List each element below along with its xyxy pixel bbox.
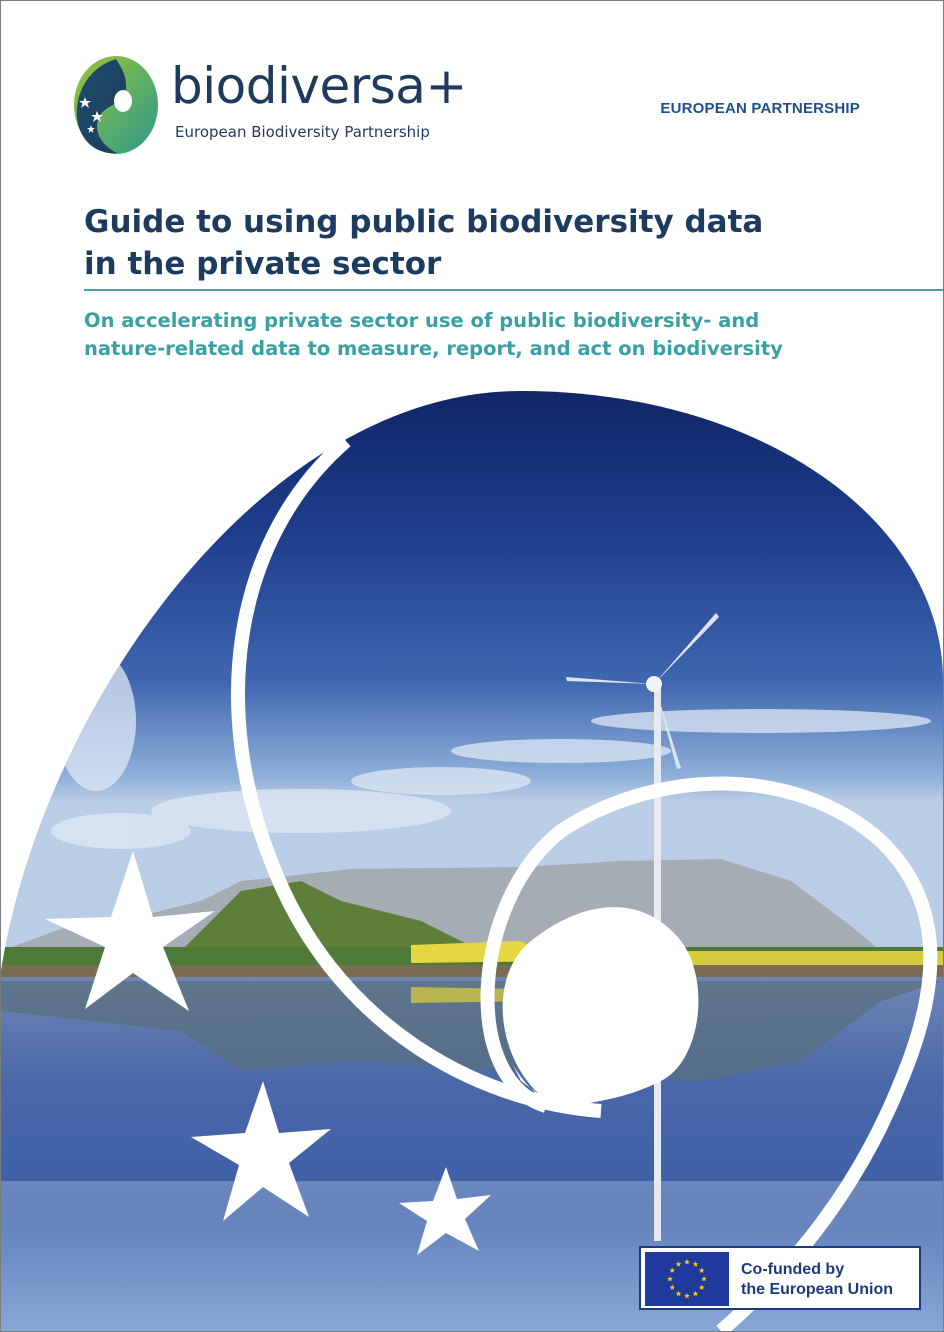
eu-funding-badge: [639, 1246, 921, 1310]
eu-funding-line-2: the European Union: [741, 1281, 893, 1298]
eu-flag-icon: [645, 1252, 729, 1306]
cover-illustration: [1, 381, 943, 1331]
landscape-photo: [1, 381, 943, 1331]
page-title: [84, 201, 864, 285]
subtitle-line-2: nature-related data to measure, report, and act on biodiversity: [84, 337, 783, 360]
title-line-2: in the private sector: [84, 246, 442, 282]
eu-funding-line-1: Co-funded by: [741, 1261, 845, 1278]
biodiversa-logo-icon: [71, 53, 161, 157]
subtitle-line-1: On accelerating private sector use of public biodiversity- and: [84, 309, 760, 332]
brand-tagline: European Biodiversity Partnership: [175, 123, 430, 141]
title-divider: [84, 289, 944, 291]
eu-funding-text: [741, 1260, 893, 1300]
brand-name: biodiversa+: [171, 57, 467, 115]
title-line-1: Guide to using public biodiversity data: [84, 204, 764, 240]
partnership-label: EUROPEAN PARTNERSHIP: [660, 100, 860, 117]
biodiversa-logo: [71, 53, 471, 157]
page-subtitle: [84, 307, 884, 363]
